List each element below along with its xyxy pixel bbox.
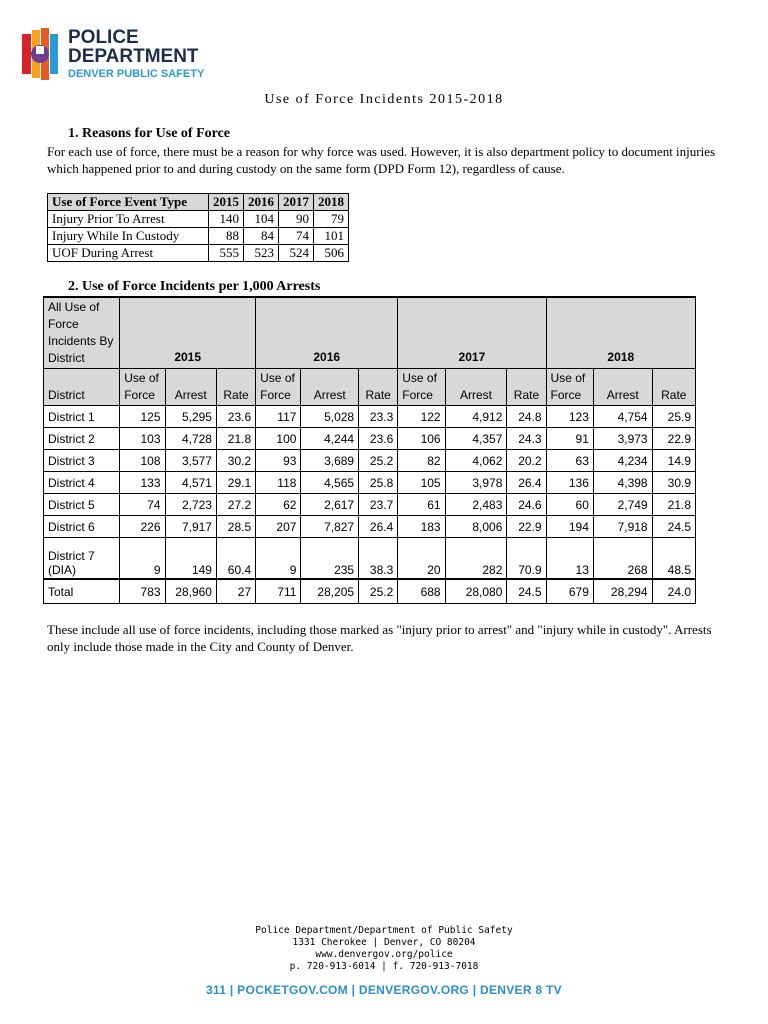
uof-header: Use of Force [546,369,593,406]
cell: 60 [546,494,593,516]
cell: 149 [165,538,216,580]
table-row [44,428,696,450]
cell: 28.5 [216,516,255,538]
arrest-header: Arrest [593,369,652,406]
cell: 9 [256,538,301,580]
reasons-header-2018: 2018 [314,194,349,211]
cell: 20 [398,538,445,580]
cell: 91 [546,428,593,450]
cell: 82 [398,450,445,472]
cell: 2,749 [593,494,652,516]
district-label: District 1 [44,406,120,428]
table-row [44,538,696,580]
table-row [44,516,696,538]
district-label: District 5 [44,494,120,516]
year-2016-header: 2016 [256,297,398,369]
cell: 25.8 [359,472,398,494]
cell: 133 [120,472,165,494]
cell: 5,295 [165,406,216,428]
district-label: District 6 [44,516,120,538]
cell: 22.9 [652,428,695,450]
cell: 13 [546,538,593,580]
total-cell: 688 [398,579,445,604]
cell: 4,244 [301,428,359,450]
corner-label: All Use of Force Incidents By District [44,297,120,369]
table-row [48,228,349,245]
cell: 48.5 [652,538,695,580]
total-cell: 28,960 [165,579,216,604]
section-1-heading: 1. Reasons for Use of Force [68,126,231,141]
total-cell: 783 [120,579,165,604]
rate-header: Rate [359,369,398,406]
rate-header: Rate [507,369,546,406]
cell: 105 [398,472,445,494]
total-cell: 679 [546,579,593,604]
document-title: Use of Force Incidents 2015-2018 [264,92,504,107]
cell: 4,571 [165,472,216,494]
reasons-table [47,193,349,262]
cell: 2,723 [165,494,216,516]
reasons-table-header [48,194,349,211]
department-logo [22,28,222,84]
cell: 122 [398,406,445,428]
footer-line-4: p. 720-913-6014 | f. 720-913-7018 [289,961,479,972]
cell: 183 [398,516,445,538]
total-cell: 28,294 [593,579,652,604]
total-cell: 28,205 [301,579,359,604]
cell: 60.4 [216,538,255,580]
logo-line-3: DENVER PUBLIC SAFETY [68,68,205,80]
district-table-body [44,406,696,580]
reasons-header-2016: 2016 [244,194,279,211]
arrest-header: Arrest [301,369,359,406]
cell: 5,028 [301,406,359,428]
row-label: Injury Prior To Arrest [48,211,209,228]
year-2015-header: 2015 [120,297,256,369]
table-row [48,211,349,228]
cell: 108 [120,450,165,472]
cell: 8,006 [445,516,507,538]
table-row [44,494,696,516]
cell: 88 [209,228,244,245]
cell: 4,398 [593,472,652,494]
cell: 3,973 [593,428,652,450]
district-label: District 4 [44,472,120,494]
cell: 524 [279,245,314,262]
uof-header: Use of Force [256,369,301,406]
cell: 125 [120,406,165,428]
total-cell: 25.2 [359,579,398,604]
cell: 26.4 [507,472,546,494]
cell: 118 [256,472,301,494]
cell: 20.2 [507,450,546,472]
cell: 4,234 [593,450,652,472]
district-table [43,296,696,604]
footer-address [0,925,768,973]
district-table-year-row [44,297,696,369]
cell: 3,978 [445,472,507,494]
cell: 29.1 [216,472,255,494]
cell: 93 [256,450,301,472]
cell: 100 [256,428,301,450]
cell: 23.6 [216,406,255,428]
cell: 23.6 [359,428,398,450]
cell: 2,617 [301,494,359,516]
cell: 194 [546,516,593,538]
denver-logo-icon [22,28,62,80]
cell: 74 [120,494,165,516]
logo-line-2: DEPARTMENT [68,46,199,67]
district-label: District 2 [44,428,120,450]
logo-text [68,28,204,81]
cell: 4,062 [445,450,507,472]
footer-line-2: 1331 Cherokee | Denver, CO 80204 [292,937,476,948]
cell: 2,483 [445,494,507,516]
section-2-heading: 2. Use of Force Incidents per 1,000 Arrests [68,279,321,294]
cell: 104 [244,211,279,228]
cell: 26.4 [359,516,398,538]
reasons-header-type: Use of Force Event Type [48,194,209,211]
district-column-header: District [44,369,120,406]
table-row [44,472,696,494]
cell: 30.9 [652,472,695,494]
cell: 106 [398,428,445,450]
cell: 62 [256,494,301,516]
cell: 38.3 [359,538,398,580]
section-1-paragraph: For each use of force, there must be a reason for why force was used. However, it is also department policy to document injuries which happened prior to and during custody on the same form (DPD Form 12), regardless of cause. [47,144,716,176]
footer-line-3: www.denvergov.org/police [315,949,453,960]
cell: 4,565 [301,472,359,494]
cell: 235 [301,538,359,580]
rate-header: Rate [216,369,255,406]
table-row [48,245,349,262]
cell: 4,728 [165,428,216,450]
cell: 30.2 [216,450,255,472]
cell: 84 [244,228,279,245]
cell: 24.5 [652,516,695,538]
cell: 3,577 [165,450,216,472]
cell: 25.9 [652,406,695,428]
cell: 136 [546,472,593,494]
cell: 9 [120,538,165,580]
cell: 24.6 [507,494,546,516]
cell: 61 [398,494,445,516]
uof-header: Use of Force [398,369,445,406]
footnote: These include all use of force incidents, including those marked as "injury prior to arrest" and "injury while in custody". Arrests only include those made in the City and County of Denver. [47,622,712,654]
cell: 3,689 [301,450,359,472]
cell: 7,917 [165,516,216,538]
cell: 103 [120,428,165,450]
cell: 90 [279,211,314,228]
cell: 123 [546,406,593,428]
footer-line-1: Police Department/Department of Public Safety [255,925,513,936]
cell: 21.8 [216,428,255,450]
footer-tagline: 311 | POCKETGOV.COM | DENVERGOV.ORG | DENVER 8 TV [206,983,562,997]
cell: 21.8 [652,494,695,516]
rate-header: Rate [652,369,695,406]
cell: 282 [445,538,507,580]
cell: 506 [314,245,349,262]
cell: 25.2 [359,450,398,472]
cell: 4,357 [445,428,507,450]
total-cell: 711 [256,579,301,604]
row-label: UOF During Arrest [48,245,209,262]
cell: 268 [593,538,652,580]
table-row [44,406,696,428]
table-row [44,450,696,472]
cell: 226 [120,516,165,538]
arrest-header: Arrest [165,369,216,406]
year-2017-header: 2017 [398,297,546,369]
total-cell: 28,080 [445,579,507,604]
cell: 7,918 [593,516,652,538]
year-2018-header: 2018 [546,297,695,369]
cell: 27.2 [216,494,255,516]
reasons-header-2017: 2017 [279,194,314,211]
cell: 23.3 [359,406,398,428]
arrest-header: Arrest [445,369,507,406]
cell: 63 [546,450,593,472]
cell: 79 [314,211,349,228]
cell: 23.7 [359,494,398,516]
total-cell: 24.0 [652,579,695,604]
cell: 523 [244,245,279,262]
cell: 74 [279,228,314,245]
cell: 101 [314,228,349,245]
district-table-sub-header [44,369,696,406]
row-label: Injury While In Custody [48,228,209,245]
logo-line-1: POLICE [68,27,139,48]
district-label: District 3 [44,450,120,472]
cell: 140 [209,211,244,228]
total-cell: 24.5 [507,579,546,604]
cell: 22.9 [507,516,546,538]
cell: 207 [256,516,301,538]
total-label: Total [44,579,120,604]
cell: 70.9 [507,538,546,580]
uof-header: Use of Force [120,369,165,406]
cell: 24.3 [507,428,546,450]
reasons-header-2015: 2015 [209,194,244,211]
total-row [44,579,696,604]
cell: 4,754 [593,406,652,428]
cell: 24.8 [507,406,546,428]
cell: 555 [209,245,244,262]
cell: 7,827 [301,516,359,538]
cell: 117 [256,406,301,428]
cell: 14.9 [652,450,695,472]
district-label: District 7 (DIA) [44,538,120,580]
cell: 4,912 [445,406,507,428]
total-cell: 27 [216,579,255,604]
